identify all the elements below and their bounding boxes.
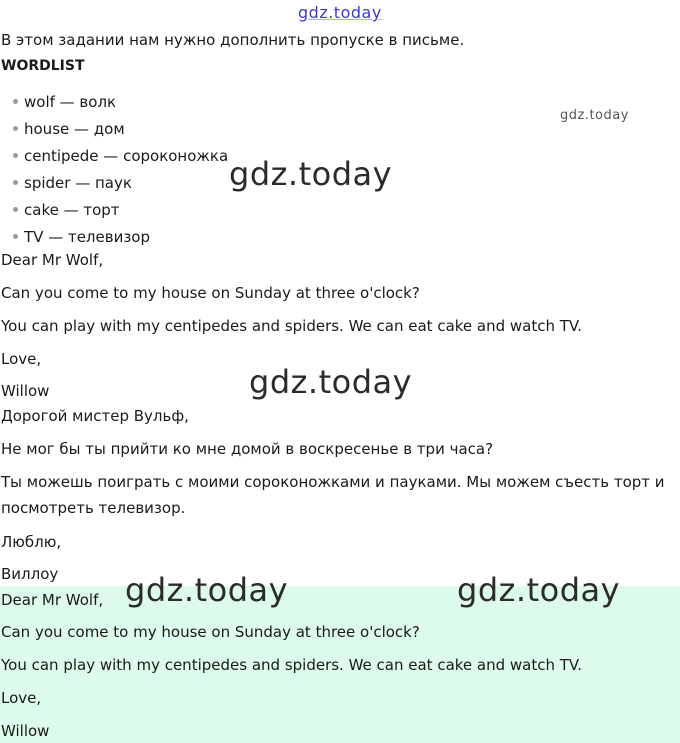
letter-en-line-2: You can play with my centipedes and spiders. We can eat cake and watch TV. xyxy=(1,317,583,335)
watermark-big-2: gdz.today xyxy=(249,363,413,401)
bullet-icon xyxy=(13,234,18,239)
answer-greeting: Dear Mr Wolf, xyxy=(1,591,104,609)
intro-text: В этом задании нам нужно дополнить пропуске в письме. xyxy=(1,31,465,49)
letter-ru-closing: Люблю, xyxy=(1,533,62,551)
watermark-big-1: gdz.today xyxy=(229,155,393,193)
list-item: wolf — волк xyxy=(13,92,116,112)
answer-line-1: Can you come to my house on Sunday at three o'clock? xyxy=(1,623,420,641)
wordlist-heading: WORDLIST xyxy=(1,58,85,74)
letter-en-greeting: Dear Mr Wolf, xyxy=(1,251,104,269)
letter-en-line-1: Can you come to my house on Sunday at three o'clock? xyxy=(1,284,420,302)
list-item: centipede — сороконожка xyxy=(13,146,228,166)
bullet-icon xyxy=(13,207,18,212)
letter-ru-signature: Виллоу xyxy=(1,565,59,583)
watermark-top: gdz.today xyxy=(298,3,382,22)
bullet-icon xyxy=(13,126,18,131)
letter-ru-line-2b: посмотреть телевизор. xyxy=(1,499,186,517)
letter-ru-line-1: Не мог бы ты прийти ко мне домой в воскресенье в три часа? xyxy=(1,440,494,458)
list-item: spider — паук xyxy=(13,173,132,193)
answer-closing: Love, xyxy=(1,689,42,707)
list-item: TV — телевизор xyxy=(13,227,150,247)
bullet-icon xyxy=(13,99,18,104)
watermark-big-3: gdz.today xyxy=(125,571,289,609)
letter-en-signature: Willow xyxy=(1,382,50,400)
list-item: cake — торт xyxy=(13,200,120,220)
answer-signature: Willow xyxy=(1,722,50,740)
letter-ru-line-2a: Ты можешь поиграть с моими сороконожками и пауками. Мы можем съесть торт и xyxy=(1,473,665,491)
watermark-side: gdz.today xyxy=(560,108,629,123)
watermark-big-4: gdz.today xyxy=(457,571,621,609)
bullet-icon xyxy=(13,180,18,185)
answer-line-2: You can play with my centipedes and spiders. We can eat cake and watch TV. xyxy=(1,656,583,674)
list-item: house — дом xyxy=(13,119,125,139)
letter-ru-greeting: Дорогой мистер Вульф, xyxy=(1,407,189,425)
bullet-icon xyxy=(13,153,18,158)
letter-en-closing: Love, xyxy=(1,350,42,368)
